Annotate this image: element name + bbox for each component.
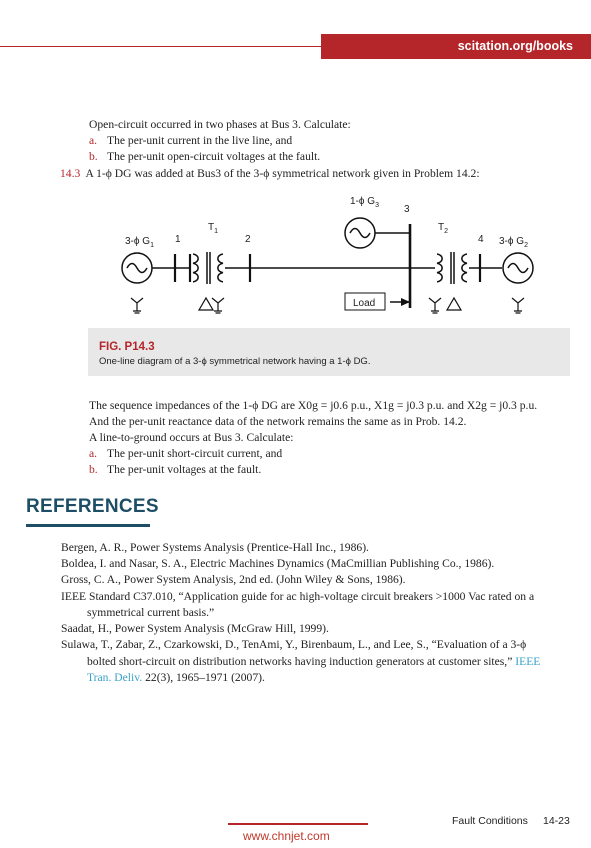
bus2-label: 2 xyxy=(245,234,251,245)
reference-6-end xyxy=(87,670,265,686)
site-banner xyxy=(321,34,591,59)
reference-5: Saadat, H., Power System Analysis (McGraw Hill, 1999). xyxy=(61,622,329,635)
item-marker: a. xyxy=(89,134,98,147)
figure-caption: One-line diagram of a 3-ϕ symmetrical network having a 1-ϕ DG. xyxy=(99,356,371,367)
problem-intro: Open-circuit occurred in two phases at Bus 3. Calculate: xyxy=(89,118,351,131)
body-item-b xyxy=(89,462,261,478)
problem-item-a xyxy=(89,133,292,149)
footer-section: Fault Conditions xyxy=(452,815,528,827)
reference-text: bolted short-circuit on distribution networks having induction generators at customer sites,” xyxy=(87,655,513,668)
load-label: Load xyxy=(353,298,376,309)
body-line-1: The sequence impedances of the 1-ϕ DG are X0g = j0.6 p.u., X1g = j0.3 p.u. and X2g = j0.3 p.u. xyxy=(89,399,538,412)
item-text: The per-unit open-circuit voltages at the fault. xyxy=(107,150,321,163)
transformer-t1-primary xyxy=(193,254,198,282)
g2-label: 3-ϕ $G_2$ xyxy=(499,236,528,249)
footer-rule xyxy=(228,823,368,825)
problem-statement xyxy=(60,166,480,182)
statement-text: A 1-ϕ DG was added at Bus3 of the 3-ϕ symmetrical network given in Problem 14.2: xyxy=(85,167,480,180)
journal-link[interactable]: IEEE xyxy=(515,655,541,668)
figure-title: FIG. P14.3 xyxy=(99,341,155,353)
item-text: The per-unit short-circuit current, and xyxy=(107,447,283,460)
item-marker: b. xyxy=(89,463,98,476)
bus4-label: 4 xyxy=(478,234,484,245)
figure-caption-box xyxy=(88,328,570,376)
bus1-label: 1 xyxy=(175,234,181,245)
body-line-3: A line-to-ground occurs at Bus 3. Calculate: xyxy=(89,431,294,444)
references-heading: REFERENCES xyxy=(26,496,159,517)
one-line-diagram xyxy=(105,190,555,320)
body-item-a xyxy=(89,446,282,462)
body-line-2: And the per-unit reactance data of the network remains the same as in Prob. 14.2. xyxy=(89,415,467,428)
t1-label: $T_1$ xyxy=(208,222,219,235)
transformer-t1-secondary xyxy=(218,254,223,282)
problem-item-b xyxy=(89,149,320,165)
item-marker: a. xyxy=(89,447,98,460)
footer-page: 14-23 xyxy=(543,815,570,827)
references-rule xyxy=(26,524,150,527)
item-text: The per-unit voltages at the fault. xyxy=(107,463,262,476)
reference-6-cont xyxy=(87,654,540,670)
reference-3: Gross, C. A., Power System Analysis, 2nd ed. (John Wiley & Sons, 1986). xyxy=(61,573,406,586)
transformer-t2-secondary xyxy=(462,254,467,282)
reference-4: IEEE Standard C37.010, “Application guide for ac high-voltage circuit breakers >1000 Vac rated on a xyxy=(61,590,535,603)
problem-number: 14.3 xyxy=(60,167,81,180)
watermark: www.chnjet.com xyxy=(243,829,330,843)
g3-label: 1-ϕ $G_3$ xyxy=(350,196,379,209)
header-rule xyxy=(0,46,321,47)
bus3-label: 3 xyxy=(404,204,410,215)
reference-6: Sulawa, T., Zabar, Z., Czarkowski, D., TenAmi, Y., Birenbaum, L., and Lee, S., “Evaluation of a 3-ϕ xyxy=(61,638,527,651)
t2-label: $T_2$ xyxy=(438,222,449,235)
reference-text: 22(3), 1965–1971 (2007). xyxy=(145,671,265,684)
reference-1: Bergen, A. R., Power Systems Analysis (Prentice-Hall Inc., 1986). xyxy=(61,541,369,554)
site-label: scitation.org/books xyxy=(457,39,573,53)
g1-label: 3-ϕ $G_1$ xyxy=(125,236,154,249)
item-marker: b. xyxy=(89,150,98,163)
item-text: The per-unit current in the live line, and xyxy=(107,134,293,147)
transformer-t2-primary xyxy=(437,254,442,282)
journal-link[interactable]: Tran. Deliv. xyxy=(87,671,143,684)
reference-2: Boldea, I. and Nasar, S. A., Electric Machines Dynamics (MaCmillian Publishing Co., 1986). xyxy=(61,557,495,570)
reference-4-cont: symmetrical current basis.” xyxy=(87,606,215,619)
